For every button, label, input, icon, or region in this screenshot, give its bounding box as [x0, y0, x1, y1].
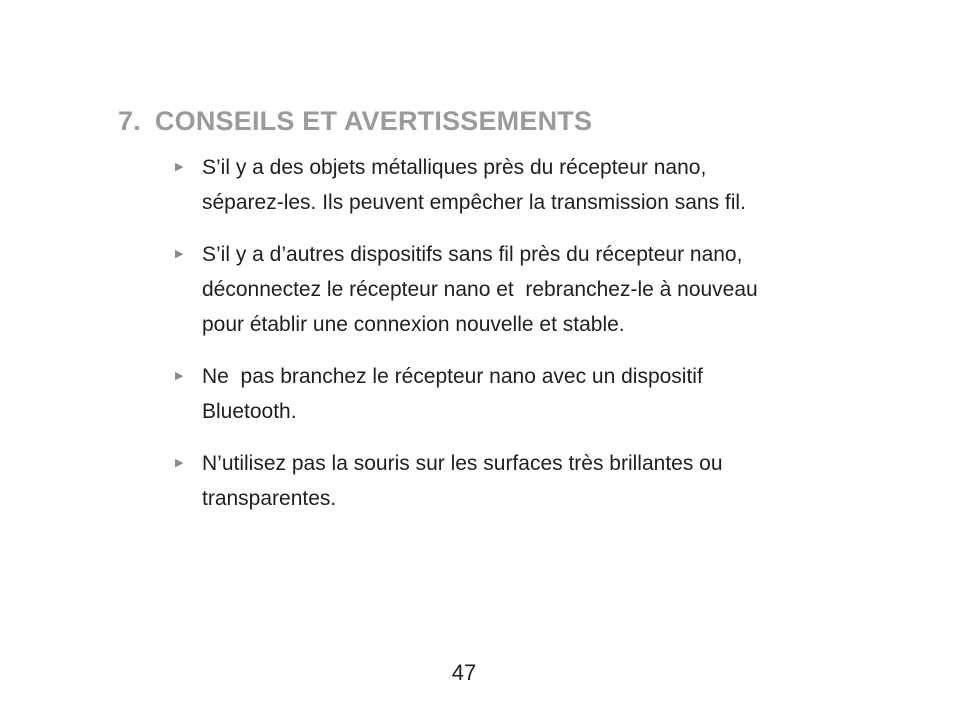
- tip-line: déconnectez le récepteur nano et rebranchez-le à nouveau: [202, 278, 758, 301]
- bullet-triangle-icon: ▶: [175, 248, 184, 260]
- tip-line: pour établir une connexion nouvelle et stable.: [202, 313, 625, 336]
- page-number: 47: [451, 660, 477, 685]
- tip-line: transparentes.: [202, 487, 337, 510]
- tip-line: N’utilisez pas la souris sur les surfaces très brillantes ou: [202, 452, 723, 475]
- tip-line: S’il y a des objets métalliques près du récepteur nano,: [202, 156, 707, 179]
- bullet-triangle-icon: ▶: [175, 161, 184, 173]
- tip-item: [175, 446, 895, 516]
- tip-item: [175, 359, 895, 429]
- tip-line: Ne pas branchez le récepteur nano avec un dispositif: [202, 365, 703, 388]
- bullet-triangle-icon: ▶: [175, 370, 184, 382]
- tip-line: S’il y a d’autres dispositifs sans fil près du récepteur nano,: [202, 243, 743, 266]
- bullet-triangle-icon: ▶: [175, 457, 184, 469]
- tip-line: séparez-les. Ils peuvent empêcher la transmission sans fil.: [202, 191, 746, 214]
- tip-line: Bluetooth.: [202, 400, 297, 423]
- tip-item: [175, 150, 895, 220]
- section-heading: [118, 106, 592, 137]
- tips-list: [175, 150, 895, 533]
- section-title: CONSEILS ET AVERTISSEMENTS: [154, 106, 593, 137]
- tip-item: [175, 237, 895, 342]
- section-number: 7.: [118, 106, 141, 137]
